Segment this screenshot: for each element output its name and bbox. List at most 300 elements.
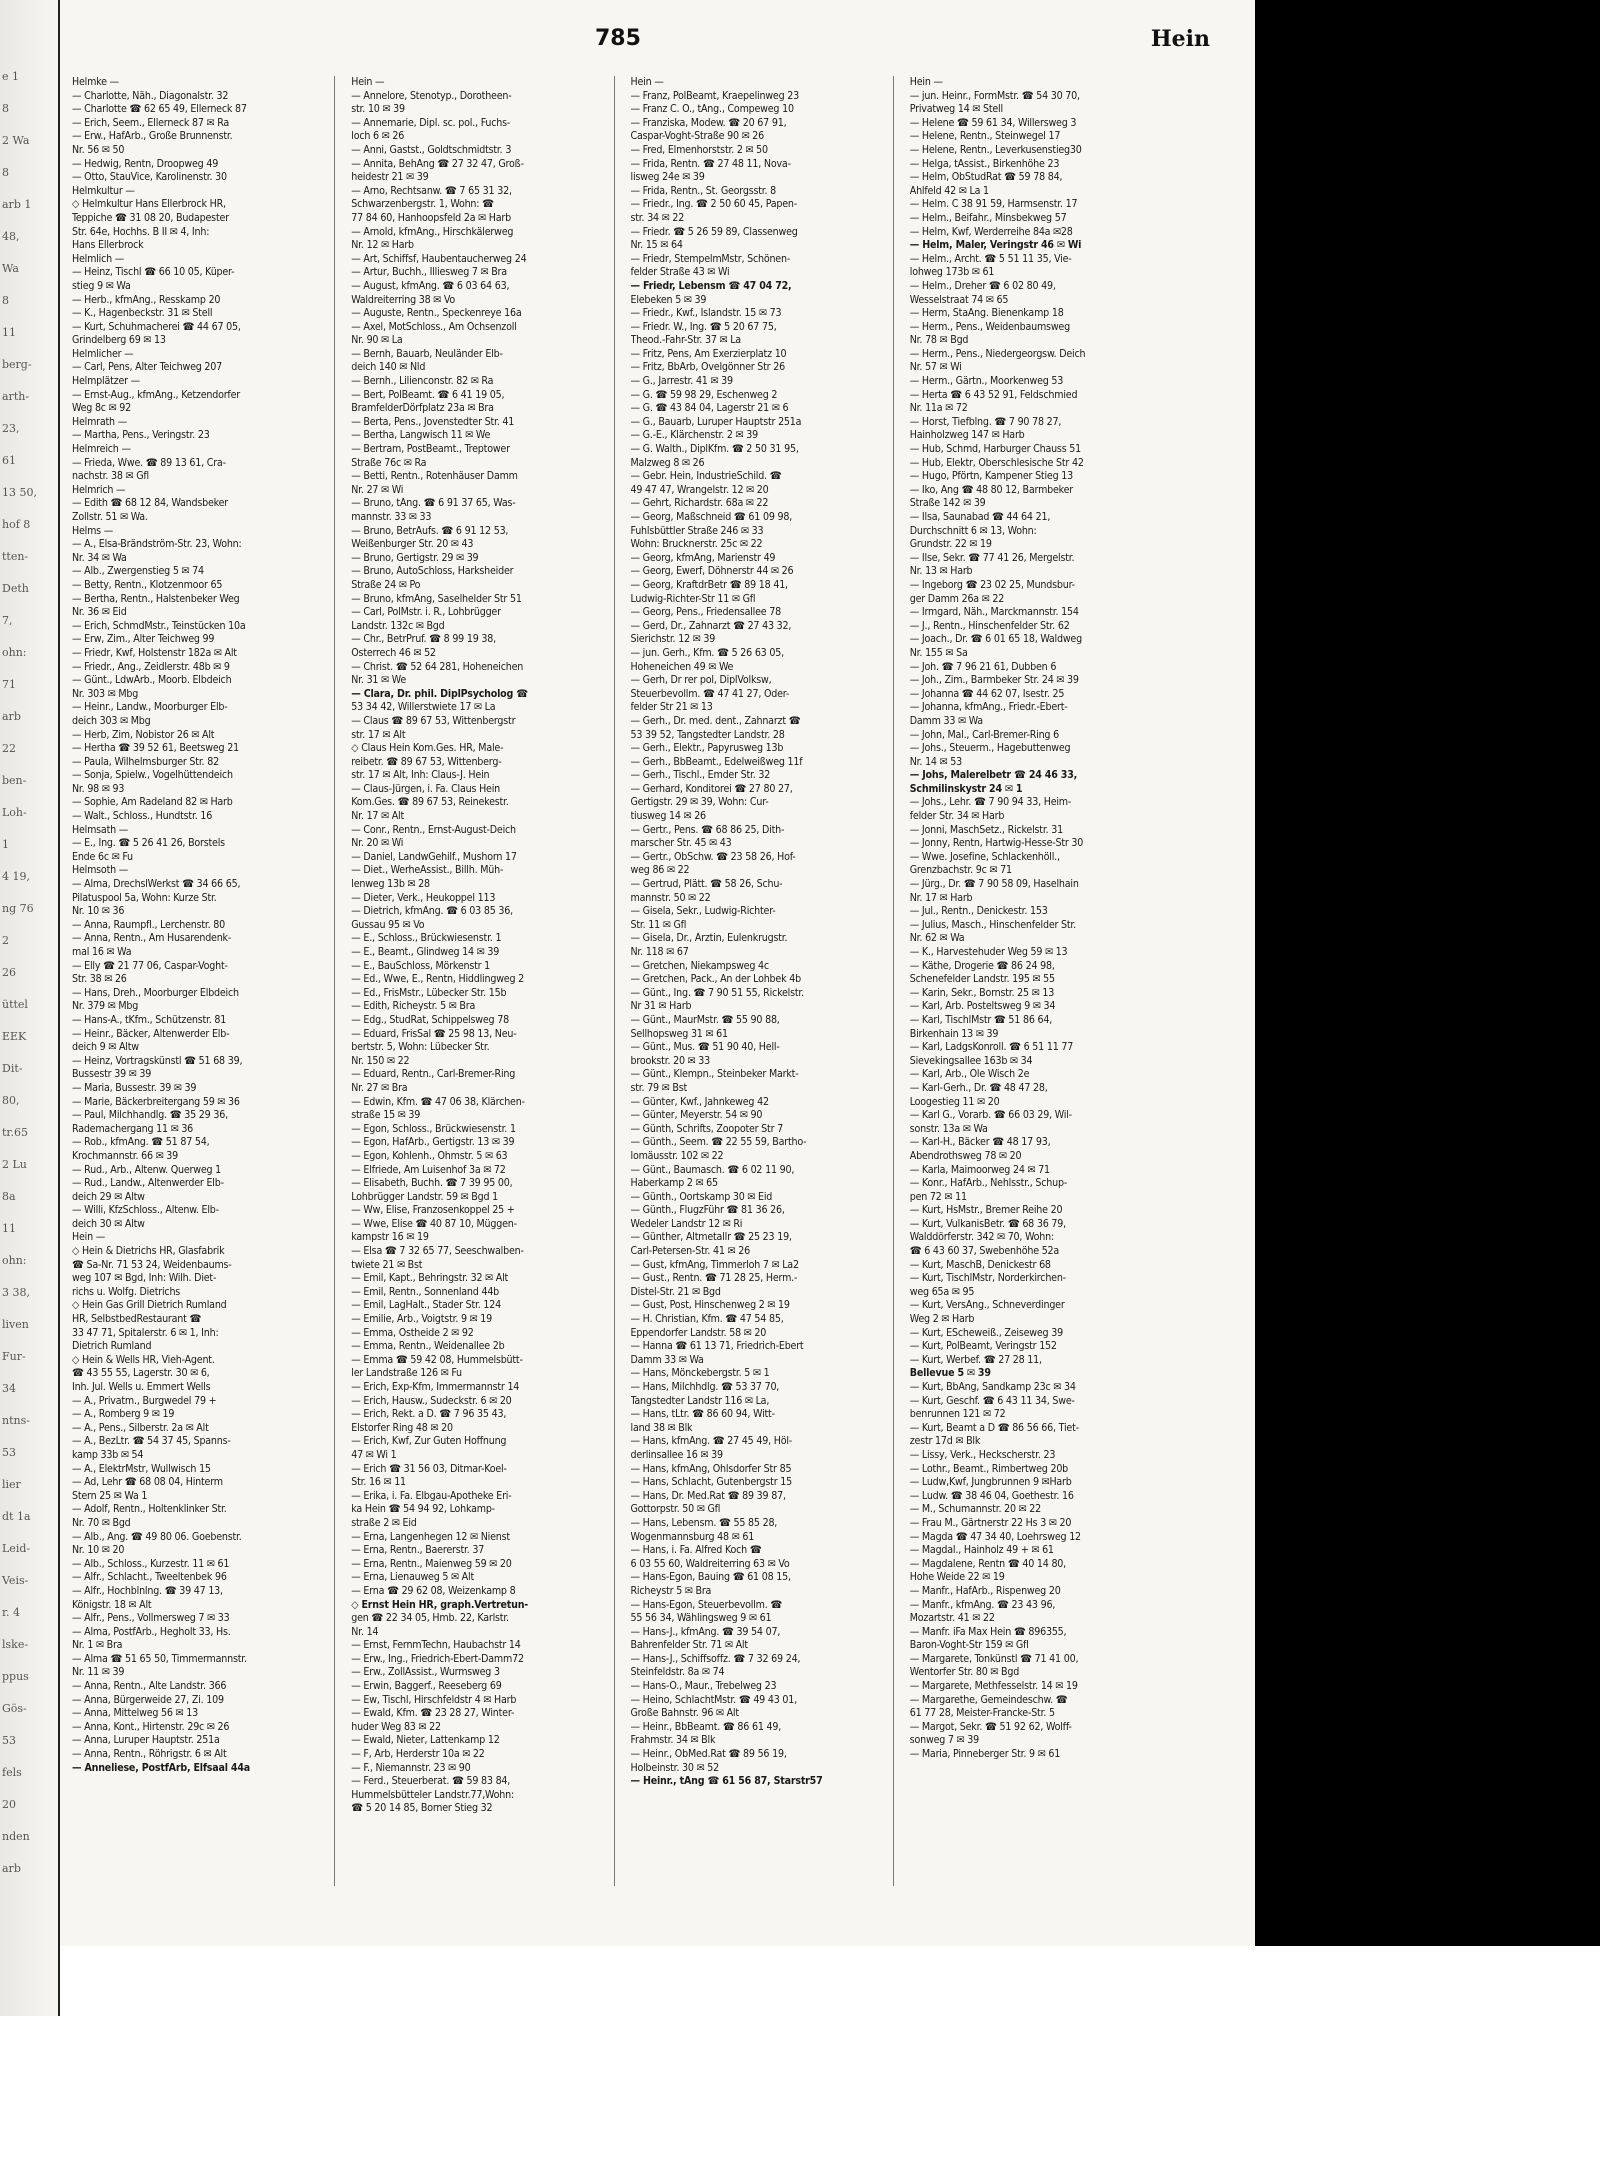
directory-entry: 6 03 55 60, Waldreiterring 63 ✉ Vo <box>630 1557 790 1570</box>
directory-entry: felder Straße 43 ✉ Wi <box>630 266 730 279</box>
directory-entry: — Hanna ☎ 61 13 71, Friedrich-Ebert <box>630 1340 804 1353</box>
directory-entry: — Günt., MaurMstr. ☎ 55 90 88, <box>630 1013 780 1026</box>
directory-entry: — Wwe, Elise ☎ 40 87 10, Müggen- <box>351 1217 517 1230</box>
directory-entry: deich 30 ✉ Altw <box>72 1217 145 1230</box>
margin-fragment: 22 <box>2 742 16 755</box>
directory-entry: Wesselstraat 74 ✉ 65 <box>909 293 1009 306</box>
directory-entry: Hein — <box>72 1231 106 1244</box>
directory-entry: — Kurt, TischlMstr, Norderkirchen- <box>909 1272 1066 1285</box>
directory-entry: — Jürg., Dr. ☎ 7 90 58 09, Haselhain <box>909 878 1079 891</box>
directory-entry: — Erich, SchmdMstr., Teinstücken 10a <box>72 619 246 632</box>
margin-fragment: arb <box>2 710 21 723</box>
margin-fragment: Dit- <box>2 1062 23 1075</box>
directory-entry: Distel-Str. 21 ✉ Bgd <box>630 1285 721 1298</box>
directory-entry: felder Str 21 ✉ 13 <box>630 701 713 714</box>
directory-entry: Weg 2 ✉ Harb <box>909 1313 975 1326</box>
directory-entry: deich 303 ✉ Mbg <box>72 714 151 727</box>
directory-entry: — Johanna, kfmAng., Friedr.-Ebert- <box>909 701 1068 714</box>
margin-fragment: e 1 <box>2 70 20 83</box>
directory-entry: Malzweg 8 ✉ 26 <box>630 456 705 469</box>
margin-fragment: 13 50, <box>2 486 37 499</box>
margin-fragment: 53 <box>2 1734 16 1747</box>
directory-entry: — Emma, Rentn., Weidenallee 2b <box>351 1340 505 1353</box>
directory-entry: — Karl, TischlMstr ☎ 51 86 64, <box>909 1013 1053 1026</box>
margin-fragment: dt 1a <box>2 1510 31 1523</box>
directory-entry: Sellhopsweg 31 ✉ 61 <box>630 1027 728 1040</box>
directory-entry: derlinsallee 16 ✉ 39 <box>630 1448 723 1461</box>
directory-entry: — Günter, Kwf., Jahnkeweg 42 <box>630 1095 769 1108</box>
directory-entry: Nr. 10 ✉ 36 <box>72 905 125 918</box>
directory-entry: Damm 33 ✉ Wa <box>909 714 983 727</box>
directory-entry: Nr. 11a ✉ 72 <box>909 402 968 415</box>
directory-entry: — Hans, Lebensm. ☎ 55 85 28, <box>630 1516 778 1529</box>
directory-column-2 <box>351 76 614 1886</box>
directory-entry: — Gehrt, Richardstr. 68a ✉ 22 <box>630 497 769 510</box>
margin-fragment: 8 <box>2 294 9 307</box>
directory-entry: — Günther, Altmetallr ☎ 25 23 19, <box>630 1231 792 1244</box>
directory-entry: — Gisela, Sekr., Ludwig-Richter- <box>630 905 776 918</box>
directory-entry: Straße 24 ✉ Po <box>351 578 421 591</box>
directory-entry: heidestr 21 ✉ 39 <box>351 171 429 184</box>
directory-entry: — Elfriede, Am Luisenhof 3a ✉ 72 <box>351 1163 506 1176</box>
margin-fragment: 53 <box>2 1446 16 1459</box>
directory-entry: sonweg 7 ✉ 39 <box>909 1734 979 1747</box>
directory-entry: Hummelsbütteler Landstr.77,Wohn: <box>351 1788 514 1801</box>
directory-entry: Hein — <box>909 76 943 88</box>
directory-entry: — Fred, Elmenhorststr. 2 ✉ 50 <box>630 143 768 156</box>
directory-entry: Nr. 12 ✉ Harb <box>351 239 414 252</box>
directory-entry: — G., Jarrestr. 41 ✉ 39 <box>630 375 733 388</box>
directory-entry: — Erw., Ing., Friedrich-Ebert-Damm72 <box>351 1652 524 1665</box>
directory-entry: stieg 9 ✉ Wa <box>72 279 131 292</box>
directory-entry: — Ewald, Kfm. ☎ 23 28 27, Winter- <box>351 1707 515 1720</box>
directory-entry: Zollstr. 51 ✉ Wa. <box>72 511 148 523</box>
directory-entry: 49 47 47, Wrangelstr. 12 ✉ 20 <box>630 483 769 496</box>
directory-entry: 53 34 42, Willerstwiete 17 ✉ La <box>351 701 496 714</box>
directory-entry: — Kurt, PolBeamt, Veringstr 152 <box>909 1340 1057 1353</box>
directory-entry: 47 ✉ Wi 1 <box>351 1448 397 1461</box>
directory-entry: ◇ Ernst Hein HR, graph.Vertretun- <box>351 1598 529 1611</box>
directory-entry: — jun. Heinr., FormMstr. ☎ 54 30 70, <box>909 89 1080 102</box>
directory-entry: — Alma, DrechslWerkst ☎ 34 66 65, <box>72 878 241 891</box>
margin-fragment: ntns- <box>2 1414 30 1427</box>
running-head: Hein <box>1150 26 1210 52</box>
directory-entry: benrunnen 121 ✉ 72 <box>909 1408 1006 1421</box>
directory-entry: — Sonja, Spielw., Vogelhüttendeich <box>72 769 233 782</box>
directory-entry: — Irmgard, Näh., Marckmannstr. 154 <box>909 606 1079 619</box>
directory-entry: — Bert, PolBeamt. ☎ 6 41 19 05, <box>351 388 505 401</box>
directory-entry: — Walt., Schloss., Hundtstr. 16 <box>72 810 213 823</box>
directory-entry: — Friedr., Kwf., Islandstr. 15 ✉ 73 <box>630 307 782 320</box>
directory-entry: — Bertha, Rentn., Halstenbeker Weg <box>72 592 240 605</box>
directory-entry: — Jonni, MaschSetz., Rickelstr. 31 <box>909 823 1063 836</box>
directory-entry: Waldreiterring 38 ✉ Vo <box>351 293 456 306</box>
directory-entry: — Margot, Sekr. ☎ 51 92 62, Wolff- <box>909 1720 1072 1733</box>
directory-entry: Nr. 118 ✉ 67 <box>630 946 689 958</box>
directory-entry: — Maria, Pinneberger Str. 9 ✉ 61 <box>909 1748 1061 1761</box>
directory-entry: — J., Rentn., Hinschenfelder Str. 62 <box>909 619 1070 632</box>
directory-entry: — Heino, SchlachtMstr. ☎ 49 43 01, <box>630 1693 797 1706</box>
directory-entry: — Bernh, Bauarb, Neuländer Elb- <box>351 347 503 360</box>
directory-entry: — Wwe. Josefine, Schlackenhöll., <box>909 850 1060 863</box>
directory-entry: Grenzbachstr. 9c ✉ 71 <box>909 864 1012 877</box>
directory-entry: — Erna, Lienauweg 5 ✉ Alt <box>351 1571 474 1584</box>
directory-entry: — Franz C. O., tAng., Compeweg 10 <box>630 103 794 116</box>
directory-entry: — Ernst-Aug., kfmAng., Ketzendorfer <box>72 388 240 401</box>
directory-entry: — Gertr., Pens. ☎ 68 86 25, Dith- <box>630 823 785 836</box>
directory-entry: — Erw, Zim., Alter Teichweg 99 <box>72 633 215 646</box>
directory-entry: Große Bahnstr. 96 ✉ Alt <box>630 1707 739 1720</box>
directory-entry: — Maria, Bussestr. 39 ✉ 39 <box>72 1081 197 1094</box>
margin-fragment: 8a <box>2 1190 16 1203</box>
directory-entry: Inh. Jul. Wells u. Emmert Wells <box>72 1381 211 1393</box>
directory-entry: Gottorpstr. 50 ✉ Gfl <box>630 1503 721 1516</box>
directory-entry: — Friedr. W., Ing. ☎ 5 20 67 75, <box>630 320 777 333</box>
directory-entry: — Hans, Milchhdlg. ☎ 53 37 70, <box>630 1381 780 1393</box>
directory-entry: — M., Schumannstr. 20 ✉ 22 <box>909 1503 1041 1516</box>
directory-entry: — Helm. C 38 91 59, Harmsenstr. 17 <box>909 198 1078 211</box>
directory-entry: Straße 142 ✉ 39 <box>909 497 986 510</box>
directory-entry: Landstr. 132c ✉ Bgd <box>351 619 445 632</box>
directory-entry: 55 56 34, Wählingsweg 9 ✉ 61 <box>630 1612 772 1625</box>
margin-fragment: 8 <box>2 102 9 115</box>
directory-entry: — Charlotte, Näh., Diagonalstr. 32 <box>72 89 229 102</box>
directory-entry: — Edith ☎ 68 12 84, Wandsbeker <box>72 497 228 510</box>
directory-entry: — Erwin, Baggerf., Reeseberg 69 <box>351 1680 502 1693</box>
directory-entry: — Rud., Landw., Altenwerder Elb- <box>72 1177 224 1190</box>
directory-entry: — Erw., ZollAssist., Wurmsweg 3 <box>351 1666 500 1679</box>
directory-entry: — Frau M., Gärtnerstr 22 Hs 3 ✉ 20 <box>909 1516 1072 1529</box>
directory-entry: — Emilie, Arb., Voigtstr. 9 ✉ 19 <box>351 1313 493 1326</box>
directory-entry: — Erich, Hausw., Sudeckstr. 6 ✉ 20 <box>351 1394 512 1407</box>
scan-border <box>1255 0 1600 1946</box>
directory-entry: — Helm, ObStudRat ☎ 59 78 84, <box>909 171 1063 184</box>
directory-entry: Wentorfer Str. 80 ✉ Bgd <box>909 1666 1020 1679</box>
directory-entry: — A., Pens., Silberstr. 2a ✉ Alt <box>72 1421 209 1434</box>
directory-entry: Carl-Petersen-Str. 41 ✉ 26 <box>630 1245 750 1258</box>
directory-entry: — Helm, Kwf, Werderreihe 84a ✉28 <box>909 225 1073 238</box>
directory-entry: — Johs., Lehr. ☎ 7 90 94 33, Heim- <box>909 796 1072 809</box>
directory-entry: Gussau 95 ✉ Vo <box>351 918 425 931</box>
directory-entry: — Georg, kfmAng, Marienstr 49 <box>630 551 776 564</box>
directory-entry: — Günt., Klempn., Steinbeker Markt- <box>630 1068 799 1081</box>
directory-entry: — K., Hagenbeckstr. 31 ✉ Stell <box>72 307 213 320</box>
directory-entry: Str. 64e, Hochhs. B II ✉ 4, Inh: <box>72 225 210 238</box>
directory-entry: — Gerh., Dr. med. dent., Zahnarzt ☎ <box>630 714 801 727</box>
directory-column-4 <box>910 76 1172 1886</box>
directory-entry: — Helene, Rentn., Steinwegel 17 <box>909 130 1061 143</box>
directory-entry: — Alfr., Schlacht., Tweeltenbek 96 <box>72 1571 227 1584</box>
directory-entry: — Anna, Kont., Hirtenstr. 29c ✉ 26 <box>72 1720 230 1733</box>
directory-entry: bertstr. 5, Wohn: Lübecker Str. <box>351 1041 490 1054</box>
directory-entry: — jun. Gerh., Kfm. ☎ 5 26 63 05, <box>630 646 784 659</box>
directory-entry: Sierichstr. 12 ✉ 39 <box>630 633 716 646</box>
directory-entry: ◇ Hein & Wells HR, Vieh-Agent. <box>72 1353 215 1366</box>
page-number: 785 <box>595 26 641 51</box>
directory-entry: — Claus ☎ 89 67 53, Wittenbergstr <box>351 714 516 727</box>
directory-entry: — Franziska, Modew. ☎ 20 67 91, <box>630 116 787 129</box>
directory-entry: Helmkultur — <box>72 184 135 197</box>
directory-entry: — Ed., FrisMstr., Lübecker Str. 15b <box>351 986 507 999</box>
directory-entry: — Günt., Ing. ☎ 7 90 51 55, Rickelstr. <box>630 986 804 999</box>
directory-entry: tiusweg 14 ✉ 26 <box>630 810 706 823</box>
margin-fragment: Leid- <box>2 1542 31 1555</box>
directory-entry: — Gust, Post, Hinschenweg 2 ✉ 19 <box>630 1299 790 1312</box>
margin-fragment: Gös- <box>2 1702 27 1715</box>
margin-fragment: 80, <box>2 1094 20 1107</box>
directory-entry: Helmsath — <box>72 823 129 836</box>
directory-entry: — Magdal., Hainholz 49 + ✉ 61 <box>909 1544 1054 1557</box>
directory-entry: — A., Elsa-Brändström-Str. 23, Wohn: <box>72 538 242 551</box>
directory-entry: ◇ Helmkultur Hans Ellerbrock HR, <box>72 198 226 211</box>
directory-entry: — Karl, Arb., Ole Wisch 2e <box>909 1068 1030 1081</box>
directory-entry: brookstr. 20 ✉ 33 <box>630 1054 710 1067</box>
margin-fragment: arb <box>2 1862 21 1875</box>
directory-entry: richs u. Wolfg. Dietrichs <box>72 1285 181 1298</box>
directory-entry: — Carl, Pens, Alter Teichweg 207 <box>72 361 223 374</box>
margin-fragment: ppus <box>2 1670 29 1683</box>
directory-entry: — Gerh., Elektr., Papyrusweg 13b <box>630 742 784 755</box>
directory-entry: — Kurt, Schuhmacherei ☎ 44 67 05, <box>72 320 241 333</box>
directory-entry: — Diet., WerheAssist., Billh. Müh- <box>351 864 504 877</box>
directory-entry: — Joh., Zim., Barmbeker Str. 24 ✉ 39 <box>909 674 1079 687</box>
directory-entry: — Martha, Pens., Veringstr. 23 <box>72 429 210 442</box>
directory-entry: — Iko, Ang ☎ 48 80 12, Barmbeker <box>909 483 1073 496</box>
directory-entry: — Jul., Rentn., Denickestr. 153 <box>909 905 1048 918</box>
directory-entry: — Hans, Dreh., Moorburger Elbdeich <box>72 986 239 999</box>
directory-entry: felder Str. 34 ✉ Harb <box>909 810 1005 823</box>
directory-entry: — Hugo, Pförtn, Kampener Stieg 13 <box>909 470 1073 483</box>
directory-entry: — Günth., Oortskamp 30 ✉ Eid <box>630 1190 773 1203</box>
directory-entry: — Gebr. Hein, IndustrieSchild. ☎ <box>630 470 782 483</box>
directory-entry: — Bruno, AutoSchloss, Harksheider <box>351 565 514 578</box>
directory-entry: ◇ Hein Gas Grill Dietrich Rumland <box>72 1299 227 1312</box>
directory-entry: Nr. 27 ✉ Wi <box>351 483 404 496</box>
directory-entry: — Charlotte ☎ 62 65 49, Ellerneck 87 <box>72 103 247 116</box>
directory-entry: — Käthe, Drogerie ☎ 86 24 98, <box>909 959 1055 972</box>
directory-entry: Helmlich — <box>72 252 125 265</box>
directory-entry: — G. Walth., DiplKfm. ☎ 2 50 31 95, <box>630 443 799 456</box>
directory-entry: — Edg., StudRat, Schippelsweg 78 <box>351 1013 509 1026</box>
directory-entry: Stern 25 ✉ Wa 1 <box>72 1489 148 1502</box>
directory-entry: Helmrich — <box>72 483 126 496</box>
directory-entry: — Ludw. ☎ 38 46 04, Goethestr. 16 <box>909 1489 1074 1502</box>
directory-entry: Walddörferstr. 342 ✉ 70, Wohn: <box>909 1231 1054 1244</box>
directory-entry: — Georg, Pens., Friedensallee 78 <box>630 606 781 619</box>
directory-entry: Ludwig-Richter-Str 11 ✉ Gfl <box>630 592 756 605</box>
directory-entry: Hans Ellerbrock <box>72 239 144 252</box>
directory-entry: — Gretchen, Pack., An der Lohbek 4b <box>630 973 801 986</box>
margin-fragment: Deth <box>2 582 29 595</box>
page-header <box>60 26 1250 60</box>
directory-entry: Schenefelder Landstr. 195 ✉ 55 <box>909 973 1055 986</box>
directory-entry: Kom.Ges. ☎ 89 67 53, Reinekestr. <box>351 796 509 809</box>
directory-entry: twiete 21 ✉ Bst <box>351 1258 423 1271</box>
directory-entry: Nr. 56 ✉ 50 <box>72 143 125 156</box>
directory-entry: — Helene ☎ 59 61 34, Willersweg 3 <box>909 116 1077 129</box>
directory-entry: — Friedr, Lebensm ☎ 47 04 72, <box>630 279 792 292</box>
directory-entry: — Günt., Mus. ☎ 51 90 40, Hell- <box>630 1041 780 1054</box>
directory-entry: — Herta ☎ 6 43 52 91, Feldschmied <box>909 388 1078 401</box>
directory-entry: — Hub, Elektr, Oberschlesische Str 42 <box>909 456 1084 469</box>
directory-entry: — Fritz, Pens, Am Exerzierplatz 10 <box>630 347 787 360</box>
margin-fragment: tten- <box>2 550 29 563</box>
directory-entry: gen ☎ 22 34 05, Hmb. 22, Karlstr. <box>351 1612 509 1625</box>
directory-entry: ◇ Hein & Dietrichs HR, Glasfabrik <box>72 1245 225 1258</box>
directory-entry: — Art, Schiffsf, Haubentaucherweg 24 <box>351 252 527 265</box>
directory-entry: — Friedr, Kwf, Holstenstr 182a ✉ Alt <box>72 646 237 659</box>
directory-entry: — Anna, Luruper Hauptstr. 251a <box>72 1734 220 1747</box>
directory-entry: — Dietrich, kfmAng. ☎ 6 03 85 36, <box>351 905 513 918</box>
directory-entry: — Gisela, Dr., Ärztin, Eulenkrugstr. <box>630 932 788 945</box>
directory-entry: — Erich, Kwf, Zur Guten Hoffnung <box>351 1435 507 1448</box>
margin-fragment: 48, <box>2 230 20 243</box>
directory-entry: Eppendorfer Landstr. 58 ✉ 20 <box>630 1326 767 1339</box>
directory-entry: — Friedr., Ing. ☎ 2 50 60 45, Papen- <box>630 198 798 211</box>
directory-entry: Nr. 78 ✉ Bgd <box>909 334 969 347</box>
directory-entry: Osterrech 46 ✉ 52 <box>351 646 436 659</box>
directory-entry: — Herm., Pens., Niedergeorgsw. Deich <box>909 347 1086 360</box>
directory-entry: — Helm., Beifahr., Minsbekweg 57 <box>909 211 1067 224</box>
directory-entry: — Erna, Rentn., Maienweg 59 ✉ 20 <box>351 1557 512 1570</box>
directory-entry: — Eduard, FrisSal ☎ 25 98 13, Neu- <box>351 1027 517 1040</box>
margin-fragment: 2 Wa <box>2 134 30 147</box>
directory-entry: Bahrenfelder Str. 71 ✉ Alt <box>630 1639 748 1652</box>
directory-entry: — Auguste, Rentn., Speckenreye 16a <box>351 307 522 320</box>
directory-entry: — Herm, StaAng. Bienenkamp 18 <box>909 307 1064 320</box>
margin-fragment: tr.65 <box>2 1126 28 1139</box>
directory-entry: — Gertrud, Plätt. ☎ 58 26, Schu- <box>630 878 783 891</box>
directory-entry: — Kurt, Werbef. ☎ 27 28 11, <box>909 1353 1042 1366</box>
directory-entry: — Anna, Mittelweg 56 ✉ 13 <box>72 1707 198 1720</box>
margin-fragment: üttel <box>2 998 28 1011</box>
directory-entry: — Helm., Dreher ☎ 6 02 80 49, <box>909 279 1056 292</box>
directory-entry: kamp 33b ✉ 54 <box>72 1448 144 1461</box>
directory-entry: — Hans, kfmAng. ☎ 27 45 49, Höl- <box>630 1435 793 1448</box>
directory-entry: — Alfr., Pens., Vollmersweg 7 ✉ 33 <box>72 1612 230 1625</box>
directory-entry: — Annita, BehAng ☎ 27 32 47, Groß- <box>351 157 524 170</box>
directory-entry: — Paul, Milchhandlg. ☎ 35 29 36, <box>72 1109 228 1122</box>
directory-entry: — Ew, Tischl, Hirschfeldstr 4 ✉ Harb <box>351 1693 517 1706</box>
directory-entry: — Edith, Richeystr. 5 ✉ Bra <box>351 1000 476 1013</box>
directory-entry: — Gerd, Dr., Zahnarzt ☎ 27 43 32, <box>630 619 792 632</box>
margin-fragment: berg- <box>2 358 32 371</box>
directory-entry: — John, Mal., Carl-Bremer-Ring 6 <box>909 728 1059 741</box>
directory-entry: — Elisabeth, Buchh. ☎ 7 39 95 00, <box>351 1177 513 1190</box>
directory-entry: — Herb, Zim, Nobistor 26 ✉ Alt <box>72 728 215 741</box>
directory-entry: — A., BezLtr. ☎ 54 37 45, Spanns- <box>72 1435 231 1448</box>
directory-entry: straße 15 ✉ 39 <box>351 1109 421 1122</box>
margin-fragment: Fur- <box>2 1350 26 1363</box>
directory-entry: weg 86 ✉ 22 <box>630 864 690 877</box>
directory-entry: — Hans, tLtr. ☎ 86 60 94, Witt- <box>630 1408 775 1421</box>
directory-entry: weg 65a ✉ 95 <box>909 1285 975 1298</box>
directory-entry: Caspar-Voght-Straße 90 ✉ 26 <box>630 130 765 143</box>
directory-entry: — Emil, Kapt., Behringstr. 32 ✉ Alt <box>351 1272 509 1285</box>
directory-entry: — Alb., Ang. ☎ 49 80 06. Goebenstr. <box>72 1530 242 1543</box>
directory-column-3 <box>631 76 894 1886</box>
directory-entry: — Gerhard, Konditorei ☎ 27 80 27, <box>630 782 793 795</box>
directory-entry: Wedeler Landstr 12 ✉ Ri <box>630 1217 743 1230</box>
directory-entry: Nr. 1 ✉ Bra <box>72 1639 123 1652</box>
directory-entry: — Edwin, Kfm. ☎ 47 06 38, Klärchen- <box>351 1095 525 1108</box>
directory-entry: — Hedwig, Rentn, Droopweg 49 <box>72 157 219 170</box>
directory-entry: Hohe Weide 22 ✉ 19 <box>909 1571 1005 1584</box>
directory-entry: — Axel, MotSchloss., Am Ochsenzoll <box>351 320 517 333</box>
directory-entry: — A., Romberg 9 ✉ 19 <box>72 1408 175 1421</box>
directory-entry: Richeystr 5 ✉ Bra <box>630 1584 712 1597</box>
directory-entry: sonstr. 13a ✉ Wa <box>909 1122 988 1135</box>
directory-entry: — Manfr. iFa Max Hein ☎ 896355, <box>909 1625 1067 1638</box>
directory-entry: mal 16 ✉ Wa <box>72 946 132 958</box>
directory-entry: — Erich, Exp-Kfm, Immermannstr 14 <box>351 1381 520 1393</box>
directory-entry: Helmsoth — <box>72 864 129 877</box>
directory-entry: — Anni, Gastst., Goldtschmidtstr. 3 <box>351 143 512 156</box>
directory-entry: str. 10 ✉ 39 <box>351 103 405 116</box>
directory-entry: deich 9 ✉ Altw <box>72 1041 139 1054</box>
directory-entry: Lohbrügger Landstr. 59 ✉ Bgd 1 <box>351 1190 498 1203</box>
directory-entry: Nr. 17 ✉ Alt <box>351 810 405 823</box>
margin-fragment: 2 <box>2 934 9 947</box>
directory-entry: — Ernst, FernmTechn, Haubachstr 14 <box>351 1639 521 1652</box>
margin-fragment: 4 19, <box>2 870 30 883</box>
directory-entry: — Hans-O., Maur., Trebelweg 23 <box>630 1680 777 1693</box>
directory-entry: Nr. 14 <box>351 1625 379 1638</box>
directory-entry: — A., ElektrMstr, Wullwisch 15 <box>72 1462 211 1475</box>
margin-fragment: 34 <box>2 1382 16 1395</box>
directory-entry: — E., Schloss., Brückwiesenstr. 1 <box>351 932 502 945</box>
directory-entry: Ende 6c ✉ Fu <box>72 850 133 863</box>
directory-entry: ☎ 6 43 60 37, Swebenhöhe 52a <box>909 1245 1060 1258</box>
directory-entry: Teppiche ☎ 31 08 20, Budapester <box>72 211 229 224</box>
directory-entry: — Gerh., BbBeamt., Edelweißweg 11f <box>630 755 803 768</box>
directory-entry: — G.-E., Klärchenstr. 2 ✉ 39 <box>630 429 758 442</box>
directory-entry: — Karl, Arb. Posteltsweg 9 ✉ 34 <box>909 1000 1056 1013</box>
directory-entry: Hoheneichen 49 ✉ We <box>630 660 734 673</box>
directory-entry: — Helm, Maler, Veringstr 46 ✉ Wi <box>909 239 1082 252</box>
directory-entry: Nr. 303 ✉ Mbg <box>72 687 139 700</box>
directory-entry: Nr. 70 ✉ Bgd <box>72 1516 131 1529</box>
directory-entry: ☎ 5 20 14 85, Borner Stieg 32 <box>351 1802 493 1815</box>
directory-entry: Nr. 10 ✉ 20 <box>72 1544 125 1557</box>
directory-entry: str. 79 ✉ Bst <box>630 1081 687 1094</box>
directory-entry: — Helm., Archt. ☎ 5 51 11 35, Vie- <box>909 252 1072 265</box>
directory-entry: Nr. 14 ✉ 53 <box>909 755 962 768</box>
directory-entry: — Ilsa, Saunabad ☎ 44 64 21, <box>909 511 1051 523</box>
directory-entry: mannstr. 50 ✉ 22 <box>630 891 711 904</box>
directory-entry: — Heinz, Tischl ☎ 66 10 05, Küper- <box>72 266 235 279</box>
directory-entry: Grindelberg 69 ✉ 13 <box>72 334 166 347</box>
directory-entry: — Anna, Rentn., Am Husarendenk- <box>72 932 232 945</box>
directory-entry: — Heinr., Bäcker, Altenwerder Elb- <box>72 1027 230 1040</box>
directory-entry: — Bruno, tAng. ☎ 6 91 37 65, Was- <box>351 497 516 510</box>
directory-entry: — Betti, Rentn., Rotenhäuser Damm <box>351 470 518 483</box>
directory-entry: nachstr. 38 ✉ Gfl <box>72 470 150 483</box>
directory-entry: Str. 38 ✉ 26 <box>72 973 127 986</box>
margin-fragment: EEK <box>2 1030 27 1043</box>
directory-entry: Fuhlsbüttler Straße 246 ✉ 33 <box>630 524 764 537</box>
margin-fragment: 26 <box>2 966 16 979</box>
directory-entry: deich 140 ✉ Nld <box>351 361 426 374</box>
margin-fragment: 3 38, <box>2 1286 30 1299</box>
margin-fragment: 20 <box>2 1798 16 1811</box>
directory-entry: pen 72 ✉ 11 <box>909 1190 967 1203</box>
directory-entry: Str. 11 ✉ Gfl <box>630 918 687 931</box>
directory-entry: — Johs., Steuerm., Hagebuttenweg <box>909 742 1071 755</box>
directory-entry: Hein — <box>351 76 385 88</box>
margin-fragment: r. 4 <box>2 1606 21 1619</box>
directory-entry: — Lissy, Verk., Heckscherstr. 23 <box>909 1448 1056 1461</box>
